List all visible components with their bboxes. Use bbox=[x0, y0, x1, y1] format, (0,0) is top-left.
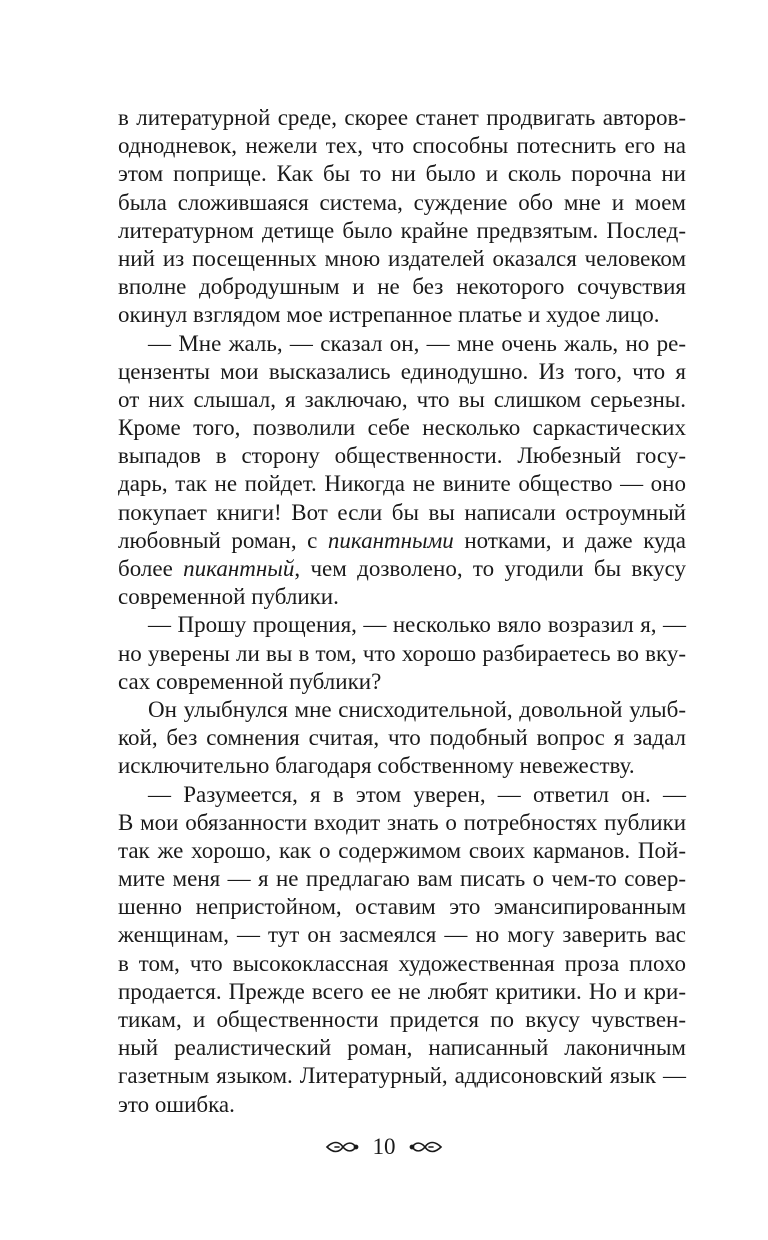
text-line bbox=[118, 1006, 686, 1034]
text-line bbox=[118, 1091, 686, 1119]
text-run: была сложившаяся система, суждение обо мне и моем bbox=[118, 189, 686, 215]
text-run: нотками, и даже куда bbox=[453, 527, 687, 553]
text-line bbox=[118, 104, 686, 132]
text-line bbox=[118, 189, 686, 217]
text-line bbox=[118, 724, 686, 752]
text-run: — Мне жаль, — сказал он, — мне очень жаль, но ре- bbox=[148, 330, 686, 356]
text-run: Кроме того, позволили себе несколько саркастических bbox=[118, 415, 686, 441]
text-line bbox=[118, 330, 686, 358]
text-run: современной публики. bbox=[118, 584, 339, 610]
text-line bbox=[118, 358, 686, 386]
text-run: сах современной публики? bbox=[118, 668, 382, 694]
text-line bbox=[118, 1062, 686, 1090]
page-body bbox=[118, 104, 686, 1119]
text-line bbox=[118, 950, 686, 978]
text-run: покупает книги! Вот если бы вы написали остроумный bbox=[118, 499, 686, 525]
text-run: шенно непристойном, оставим это эмансипированным bbox=[118, 894, 686, 920]
text-run: этом поприще. Как бы то ни было и сколь порочна ни bbox=[118, 161, 686, 187]
text-run: однодневок, нежели тех, что способны потеснить его на bbox=[118, 133, 686, 159]
text-run: так же хорошо, как о содержимом своих карманов. Пой- bbox=[118, 837, 686, 863]
text-line bbox=[118, 640, 686, 668]
text-run: окинул взглядом мое истрепанное платье и худое лицо. bbox=[118, 302, 660, 328]
text-line bbox=[118, 160, 686, 188]
text-run: кой, без сомнения считая, что подобный вопрос я задал bbox=[118, 725, 686, 751]
text-line bbox=[118, 921, 686, 949]
text-run: вполне добродушным и не без некоторого сочувствия bbox=[118, 274, 686, 300]
italic-text: пикантный bbox=[183, 556, 295, 581]
text-line bbox=[118, 555, 686, 583]
text-line bbox=[118, 245, 686, 273]
fleuron-right-icon bbox=[409, 1137, 443, 1157]
page-footer bbox=[0, 1131, 768, 1161]
fleuron-left-icon bbox=[325, 1137, 359, 1157]
text-line bbox=[118, 499, 686, 527]
text-run: но уверены ли вы в том, что хорошо разбираетесь во вку- bbox=[118, 640, 686, 666]
text-line bbox=[118, 781, 686, 809]
text-line bbox=[118, 470, 686, 498]
text-run: женщинам, — тут он засмеялся — но могу заверить вас bbox=[118, 922, 686, 948]
text-run: продается. Прежде всего ее не любят критики. Но и кри- bbox=[118, 978, 686, 1004]
text-run: любовный роман, с bbox=[118, 527, 328, 553]
text-run: мите меня — я не предлагаю вам писать о чем-то совер- bbox=[118, 866, 686, 892]
text-run: тикам, и общественности придется по вкусу чувствен- bbox=[118, 1007, 686, 1032]
text-line bbox=[118, 414, 686, 442]
text-run: — Прошу прощения, — несколько вяло возразил я, — bbox=[148, 612, 686, 638]
text-line bbox=[118, 893, 686, 921]
text-run: — Разумеется, я в этом уверен, — ответил он. — bbox=[148, 781, 686, 807]
text-run: от них слышал, я заключаю, что вы слишком серьезны. bbox=[118, 386, 686, 412]
italic-text: пикантными bbox=[327, 527, 454, 553]
text-run: дарь, так не пойдет. Никогда не вините общество — оно bbox=[118, 471, 686, 497]
text-line bbox=[118, 809, 686, 837]
text-line bbox=[118, 978, 686, 1006]
text-line bbox=[118, 837, 686, 865]
text-line bbox=[118, 217, 686, 245]
text-line bbox=[118, 442, 686, 470]
text-line bbox=[118, 301, 686, 329]
text-line bbox=[118, 752, 686, 780]
text-run: в том, что высококлассная художественная проза плохо bbox=[118, 950, 686, 976]
text-line bbox=[118, 865, 686, 893]
text-run: цензенты мои высказались единодушно. Из того, что я bbox=[118, 358, 686, 384]
text-run: Он улыбнулся мне снисходительной, довольной улыб- bbox=[148, 696, 686, 722]
text-run: газетным языком. Литературный, аддисоновский язык — bbox=[118, 1063, 686, 1089]
text-line bbox=[118, 583, 686, 611]
text-run: выпадов в сторону общественности. Любезный госу- bbox=[118, 443, 686, 469]
text-line bbox=[118, 386, 686, 414]
text-run: ный реалистический роман, написанный лаконичным bbox=[118, 1035, 686, 1061]
page-number: 10 bbox=[372, 1133, 396, 1159]
text-line bbox=[118, 611, 686, 639]
text-line bbox=[118, 1034, 686, 1062]
text-run: более bbox=[118, 556, 184, 581]
text-run: в литературной среде, скорее станет продвигать авторов- bbox=[118, 105, 686, 130]
text-line bbox=[118, 527, 686, 555]
text-line bbox=[118, 668, 686, 696]
text-run: , чем дозволено, то угодили бы вкусу bbox=[294, 556, 686, 581]
text-run: В мои обязанности входит знать о потребностях публики bbox=[118, 809, 686, 835]
text-run: ний из посещенных мною издателей оказался человеком bbox=[118, 245, 686, 271]
text-run: литературном детище было крайне предвзятым. Послед- bbox=[118, 217, 686, 243]
text-run: исключительно благодаря собственному невежеству. bbox=[118, 753, 635, 779]
text-line bbox=[118, 132, 686, 160]
text-line bbox=[118, 273, 686, 301]
text-run: это ошибка. bbox=[118, 1091, 235, 1117]
text-line bbox=[118, 696, 686, 724]
